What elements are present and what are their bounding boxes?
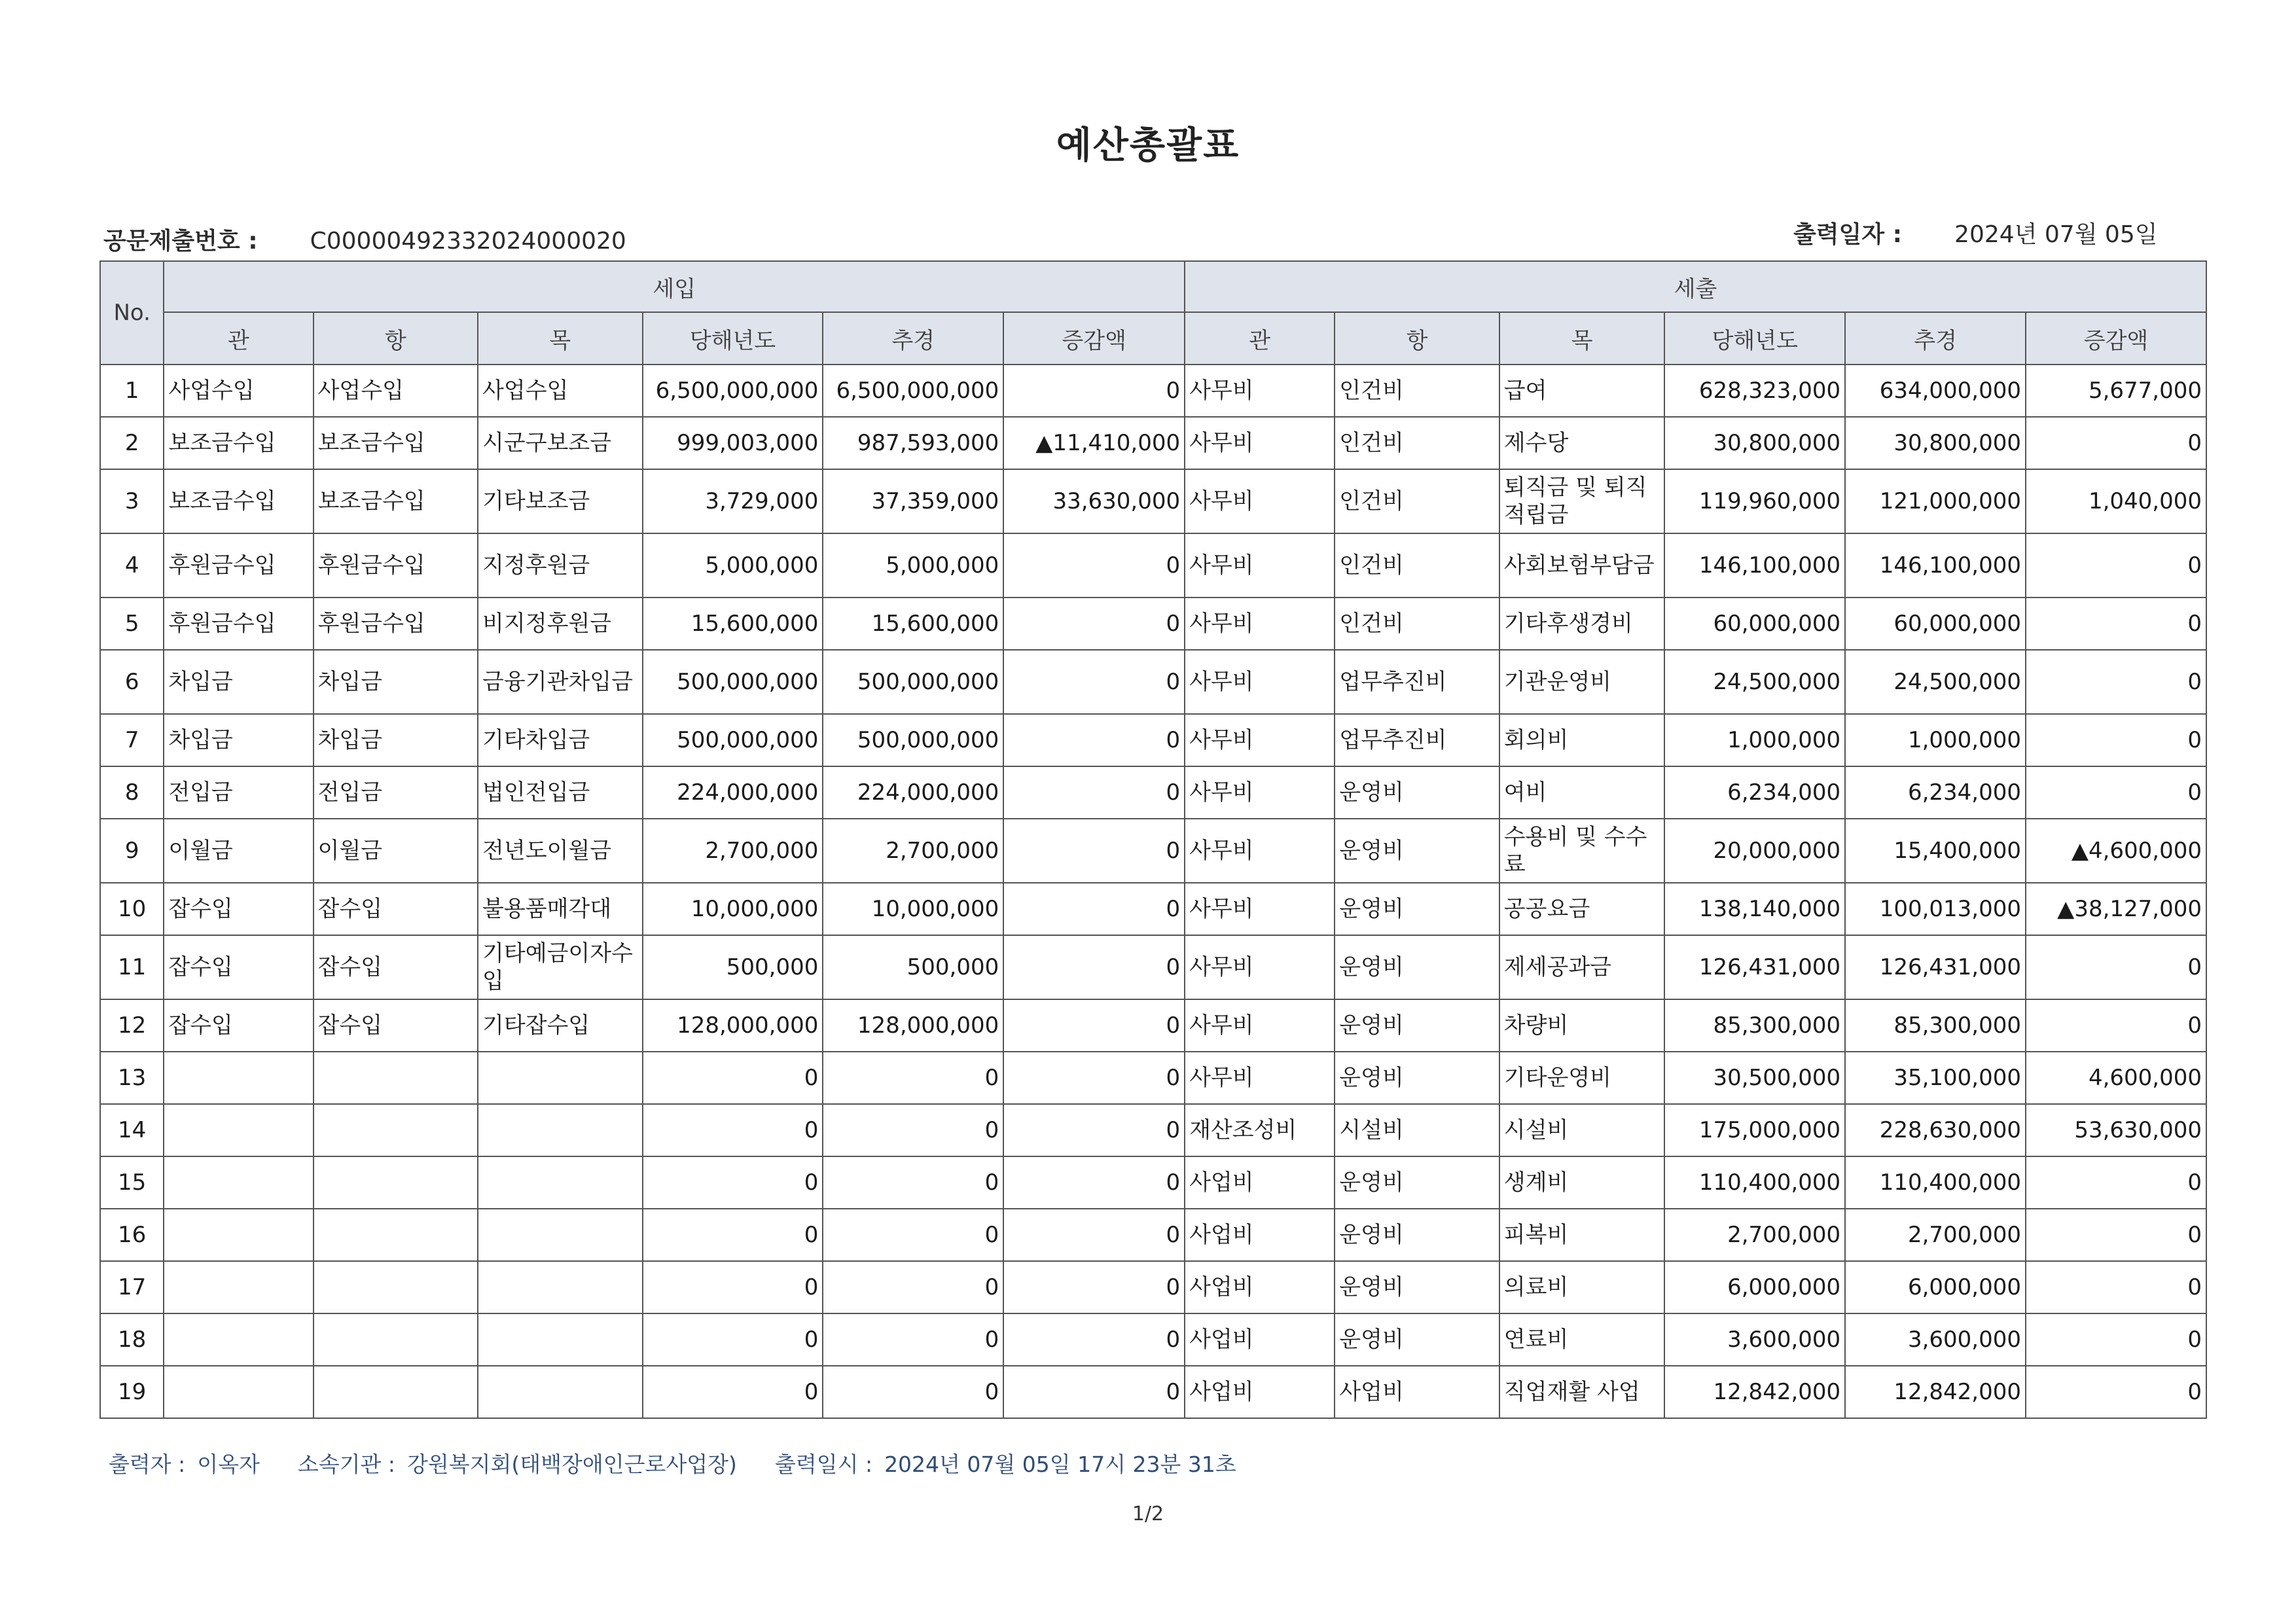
document-number-value: C00000492332024000020	[310, 228, 626, 255]
expense-hang-cell: 운영비	[1335, 1209, 1499, 1261]
expense-current-cell: 110,400,000	[1664, 1156, 1845, 1209]
income-change-cell: 0	[1003, 597, 1185, 650]
document-number	[103, 223, 626, 256]
org-name: 강원복지회(태백장애인근로사업장)	[407, 1452, 737, 1477]
row-number: 1	[100, 365, 164, 417]
income-hang-cell: 잡수입	[314, 883, 478, 935]
expense-supplementary-cell: 146,100,000	[1845, 533, 2026, 597]
expense-change-cell: 0	[2026, 999, 2206, 1052]
expense-change-cell: 0	[2026, 1313, 2206, 1366]
income-gwan-cell	[164, 1313, 313, 1366]
expense-current-cell: 1,000,000	[1664, 714, 1845, 766]
income-current-cell: 500,000	[643, 935, 823, 999]
income-supplementary-cell: 500,000,000	[823, 714, 1003, 766]
expense-mok-cell: 급여	[1499, 365, 1665, 417]
table-row	[100, 1104, 2206, 1156]
income-mok-cell	[478, 1052, 643, 1104]
income-mok-cell	[478, 1104, 643, 1156]
expense-change-cell: 0	[2026, 417, 2206, 469]
income-header: 세입	[164, 261, 1185, 312]
income-change-cell: 33,630,000	[1003, 469, 1185, 533]
expense-hang-cell: 업무추진비	[1335, 650, 1499, 714]
income-mok-cell	[478, 1209, 643, 1261]
table-row	[100, 935, 2206, 999]
page-number: 1/2	[1132, 1503, 1164, 1525]
income-hang-cell: 잡수입	[314, 935, 478, 999]
expense-hang-cell: 운영비	[1335, 819, 1499, 883]
row-number: 6	[100, 650, 164, 714]
income-gwan-cell: 보조금수입	[164, 417, 313, 469]
expense-mok-cell: 사회보험부담금	[1499, 533, 1665, 597]
expense-gwan-cell: 사무비	[1185, 714, 1335, 766]
expense-change-cell: 0	[2026, 597, 2206, 650]
income-mok-cell: 불용품매각대	[478, 883, 643, 935]
expense-change-cell: 0	[2026, 533, 2206, 597]
expense-header: 세출	[1185, 261, 2206, 312]
row-number: 13	[100, 1052, 164, 1104]
table-row	[100, 1261, 2206, 1313]
income-hang-cell: 후원금수입	[314, 533, 478, 597]
print-date-label: 출력일자 :	[1793, 221, 1903, 248]
expense-hang-cell: 업무추진비	[1335, 714, 1499, 766]
income-change-cell: 0	[1003, 1104, 1185, 1156]
expense-hang-cell: 인건비	[1335, 365, 1499, 417]
income-supplementary-cell: 0	[823, 1209, 1003, 1261]
expense-current-cell: 20,000,000	[1664, 819, 1845, 883]
income-current-cell: 500,000,000	[643, 714, 823, 766]
expense-hang-cell: 운영비	[1335, 883, 1499, 935]
print-time-label: 출력일시 :	[774, 1452, 873, 1477]
expense-mok-cell: 기타운영비	[1499, 1052, 1665, 1104]
expense-mok-cell: 생계비	[1499, 1156, 1665, 1209]
income-current-cell: 0	[643, 1366, 823, 1418]
table-row	[100, 1052, 2206, 1104]
print-footer	[109, 1448, 1248, 1478]
expense-hang-cell: 운영비	[1335, 1052, 1499, 1104]
income-supplementary-cell: 0	[823, 1104, 1003, 1156]
expense-change-cell: 0	[2026, 714, 2206, 766]
expense-supplementary-cell: 12,842,000	[1845, 1366, 2026, 1418]
expense-change-cell: 0	[2026, 766, 2206, 819]
expense-current-cell: 30,800,000	[1664, 417, 1845, 469]
income-mok-cell: 지정후원금	[478, 533, 643, 597]
expense-gwan-cell: 사업비	[1185, 1156, 1335, 1209]
table-row	[100, 999, 2206, 1052]
income-change-cell: 0	[1003, 1209, 1185, 1261]
expense-mok-cell: 제수당	[1499, 417, 1665, 469]
print-time-value: 2024년 07월 05일 17시 23분 31초	[884, 1452, 1236, 1477]
table-row	[100, 650, 2206, 714]
income-gwan-cell: 차입금	[164, 714, 313, 766]
expense-hang-cell: 운영비	[1335, 1261, 1499, 1313]
expense-hang-header: 항	[1335, 312, 1499, 365]
expense-current-cell: 12,842,000	[1664, 1366, 1845, 1418]
expense-change-cell: 0	[2026, 1261, 2206, 1313]
income-change-cell: 0	[1003, 883, 1185, 935]
table-row	[100, 1313, 2206, 1366]
expense-mok-cell: 연료비	[1499, 1313, 1665, 1366]
income-hang-cell: 잡수입	[314, 999, 478, 1052]
expense-gwan-cell: 사무비	[1185, 766, 1335, 819]
expense-current-cell: 138,140,000	[1664, 883, 1845, 935]
expense-supplementary-cell: 2,700,000	[1845, 1209, 2026, 1261]
income-hang-cell	[314, 1209, 478, 1261]
expense-supplementary-cell: 60,000,000	[1845, 597, 2026, 650]
table-row	[100, 766, 2206, 819]
income-hang-cell: 차입금	[314, 714, 478, 766]
income-supplementary-cell: 6,500,000,000	[823, 365, 1003, 417]
expense-current-cell: 119,960,000	[1664, 469, 1845, 533]
expense-gwan-cell: 사무비	[1185, 533, 1335, 597]
expense-gwan-cell: 사무비	[1185, 417, 1335, 469]
income-gwan-cell: 잡수입	[164, 883, 313, 935]
income-gwan-cell	[164, 1052, 313, 1104]
expense-gwan-cell: 사업비	[1185, 1261, 1335, 1313]
expense-supplementary-cell: 3,600,000	[1845, 1313, 2026, 1366]
row-number: 15	[100, 1156, 164, 1209]
expense-mok-cell: 여비	[1499, 766, 1665, 819]
expense-current-cell: 85,300,000	[1664, 999, 1845, 1052]
expense-current-cell: 60,000,000	[1664, 597, 1845, 650]
table-row	[100, 365, 2206, 417]
expense-change-cell: 4,600,000	[2026, 1052, 2206, 1104]
income-change-cell: 0	[1003, 1366, 1185, 1418]
income-supplementary-cell: 10,000,000	[823, 883, 1003, 935]
income-supplementary-cell: 987,593,000	[823, 417, 1003, 469]
income-current-header: 당해년도	[643, 312, 823, 365]
income-supplementary-cell: 15,600,000	[823, 597, 1003, 650]
expense-change-cell: 1,040,000	[2026, 469, 2206, 533]
income-hang-cell: 이월금	[314, 819, 478, 883]
income-change-cell: 0	[1003, 1313, 1185, 1366]
expense-change-cell: 0	[2026, 1209, 2206, 1261]
income-hang-cell: 보조금수입	[314, 469, 478, 533]
expense-mok-cell: 시설비	[1499, 1104, 1665, 1156]
expense-supplementary-cell: 228,630,000	[1845, 1104, 2026, 1156]
expense-mok-cell: 기타후생경비	[1499, 597, 1665, 650]
expense-gwan-cell: 사업비	[1185, 1366, 1335, 1418]
income-supplementary-cell: 0	[823, 1313, 1003, 1366]
income-gwan-cell: 후원금수입	[164, 533, 313, 597]
income-mok-cell	[478, 1313, 643, 1366]
row-number: 16	[100, 1209, 164, 1261]
expense-supplementary-cell: 634,000,000	[1845, 365, 2026, 417]
income-change-cell: 0	[1003, 365, 1185, 417]
income-change-cell: 0	[1003, 1156, 1185, 1209]
row-number: 8	[100, 766, 164, 819]
income-change-cell: 0	[1003, 714, 1185, 766]
expense-gwan-cell: 사무비	[1185, 469, 1335, 533]
expense-hang-cell: 시설비	[1335, 1104, 1499, 1156]
expense-mok-cell: 의료비	[1499, 1261, 1665, 1313]
expense-mok-cell: 회의비	[1499, 714, 1665, 766]
expense-change-cell: ▲38,127,000	[2026, 883, 2206, 935]
income-current-cell: 5,000,000	[643, 533, 823, 597]
income-current-cell: 224,000,000	[643, 766, 823, 819]
income-gwan-cell: 사업수입	[164, 365, 313, 417]
table-row	[100, 1209, 2206, 1261]
expense-supplementary-cell: 110,400,000	[1845, 1156, 2026, 1209]
org-label: 소속기관 :	[297, 1452, 396, 1477]
expense-hang-cell: 운영비	[1335, 999, 1499, 1052]
expense-gwan-cell: 사무비	[1185, 1052, 1335, 1104]
row-number: 11	[100, 935, 164, 999]
income-current-cell: 10,000,000	[643, 883, 823, 935]
income-hang-header: 항	[314, 312, 478, 365]
income-gwan-cell: 잡수입	[164, 935, 313, 999]
expense-current-header: 당해년도	[1664, 312, 1845, 365]
page-title: 예산총괄표	[1056, 124, 1240, 167]
income-mok-cell: 사업수입	[478, 365, 643, 417]
expense-current-cell: 126,431,000	[1664, 935, 1845, 999]
income-supplementary-cell: 0	[823, 1366, 1003, 1418]
expense-change-cell: 53,630,000	[2026, 1104, 2206, 1156]
expense-mok-cell: 피복비	[1499, 1209, 1665, 1261]
income-current-cell: 0	[643, 1313, 823, 1366]
income-mok-cell	[478, 1261, 643, 1313]
income-gwan-cell	[164, 1366, 313, 1418]
income-hang-cell	[314, 1052, 478, 1104]
expense-hang-cell: 운영비	[1335, 766, 1499, 819]
expense-current-cell: 6,000,000	[1664, 1261, 1845, 1313]
income-change-cell: 0	[1003, 766, 1185, 819]
income-change-cell: 0	[1003, 819, 1185, 883]
row-number: 4	[100, 533, 164, 597]
income-gwan-header: 관	[164, 312, 313, 365]
income-current-cell: 3,729,000	[643, 469, 823, 533]
income-mok-cell: 금융기관차입금	[478, 650, 643, 714]
expense-hang-cell: 사업비	[1335, 1366, 1499, 1418]
expense-supplementary-cell: 30,800,000	[1845, 417, 2026, 469]
income-hang-cell: 보조금수입	[314, 417, 478, 469]
income-current-cell: 0	[643, 1261, 823, 1313]
income-hang-cell: 사업수입	[314, 365, 478, 417]
expense-supplementary-header: 추경	[1845, 312, 2026, 365]
expense-hang-cell: 인건비	[1335, 533, 1499, 597]
income-mok-cell: 기타보조금	[478, 469, 643, 533]
expense-mok-cell: 차량비	[1499, 999, 1665, 1052]
income-mok-cell: 기타예금이자수입	[478, 935, 643, 999]
row-number: 17	[100, 1261, 164, 1313]
expense-current-cell: 3,600,000	[1664, 1313, 1845, 1366]
income-mok-cell: 법인전입금	[478, 766, 643, 819]
expense-current-cell: 628,323,000	[1664, 365, 1845, 417]
row-number: 14	[100, 1104, 164, 1156]
row-number: 19	[100, 1366, 164, 1418]
expense-gwan-cell: 재산조성비	[1185, 1104, 1335, 1156]
expense-mok-cell: 퇴직금 및 퇴직적립금	[1499, 469, 1665, 533]
document-number-label: 공문제출번호 :	[103, 228, 258, 255]
expense-hang-cell: 인건비	[1335, 469, 1499, 533]
income-supplementary-cell: 2,700,000	[823, 819, 1003, 883]
income-current-cell: 999,003,000	[643, 417, 823, 469]
income-mok-cell: 기타잡수입	[478, 999, 643, 1052]
income-gwan-cell: 보조금수입	[164, 469, 313, 533]
income-change-cell: ▲11,410,000	[1003, 417, 1185, 469]
expense-mok-cell: 수용비 및 수수료	[1499, 819, 1665, 883]
income-gwan-cell	[164, 1209, 313, 1261]
row-number: 2	[100, 417, 164, 469]
row-number: 5	[100, 597, 164, 650]
income-current-cell: 0	[643, 1156, 823, 1209]
expense-current-cell: 2,700,000	[1664, 1209, 1845, 1261]
table-row	[100, 819, 2206, 883]
print-date	[1793, 216, 2158, 249]
expense-mok-cell: 기관운영비	[1499, 650, 1665, 714]
income-mok-cell: 시군구보조금	[478, 417, 643, 469]
income-change-cell: 0	[1003, 533, 1185, 597]
income-hang-cell	[314, 1313, 478, 1366]
expense-change-cell: 0	[2026, 1156, 2206, 1209]
expense-change-cell: ▲4,600,000	[2026, 819, 2206, 883]
income-change-cell: 0	[1003, 1052, 1185, 1104]
table-row	[100, 417, 2206, 469]
expense-gwan-cell: 사무비	[1185, 819, 1335, 883]
row-number: 10	[100, 883, 164, 935]
income-current-cell: 0	[643, 1052, 823, 1104]
expense-supplementary-cell: 24,500,000	[1845, 650, 2026, 714]
income-supplementary-cell: 0	[823, 1156, 1003, 1209]
income-hang-cell	[314, 1104, 478, 1156]
income-gwan-cell	[164, 1104, 313, 1156]
income-supplementary-cell: 0	[823, 1052, 1003, 1104]
income-supplementary-cell: 500,000,000	[823, 650, 1003, 714]
income-supplementary-cell: 128,000,000	[823, 999, 1003, 1052]
expense-mok-header: 목	[1499, 312, 1665, 365]
expense-gwan-cell: 사업비	[1185, 1209, 1335, 1261]
expense-supplementary-cell: 126,431,000	[1845, 935, 2026, 999]
expense-supplementary-cell: 35,100,000	[1845, 1052, 2026, 1104]
expense-gwan-cell: 사무비	[1185, 935, 1335, 999]
income-mok-cell: 기타차입금	[478, 714, 643, 766]
expense-gwan-cell: 사무비	[1185, 999, 1335, 1052]
income-supplementary-header: 추경	[823, 312, 1003, 365]
expense-mok-cell: 제세공과금	[1499, 935, 1665, 999]
table-row	[100, 1156, 2206, 1209]
income-change-cell: 0	[1003, 999, 1185, 1052]
table-row	[100, 714, 2206, 766]
expense-supplementary-cell: 6,000,000	[1845, 1261, 2026, 1313]
income-mok-cell	[478, 1366, 643, 1418]
income-hang-cell	[314, 1261, 478, 1313]
income-supplementary-cell: 224,000,000	[823, 766, 1003, 819]
income-hang-cell: 전입금	[314, 766, 478, 819]
income-hang-cell: 후원금수입	[314, 597, 478, 650]
income-gwan-cell	[164, 1156, 313, 1209]
expense-change-cell: 0	[2026, 650, 2206, 714]
expense-gwan-header: 관	[1185, 312, 1335, 365]
table-row	[100, 597, 2206, 650]
expense-current-cell: 6,234,000	[1664, 766, 1845, 819]
income-gwan-cell: 잡수입	[164, 999, 313, 1052]
income-current-cell: 0	[643, 1209, 823, 1261]
col-no-header: No.	[100, 261, 164, 365]
expense-gwan-cell: 사무비	[1185, 597, 1335, 650]
table-row	[100, 533, 2206, 597]
expense-change-cell: 0	[2026, 1366, 2206, 1418]
income-current-cell: 2,700,000	[643, 819, 823, 883]
row-number: 3	[100, 469, 164, 533]
expense-gwan-cell: 사무비	[1185, 650, 1335, 714]
income-gwan-cell	[164, 1261, 313, 1313]
row-number: 7	[100, 714, 164, 766]
income-supplementary-cell: 37,359,000	[823, 469, 1003, 533]
expense-supplementary-cell: 15,400,000	[1845, 819, 2026, 883]
expense-gwan-cell: 사업비	[1185, 1313, 1335, 1366]
income-current-cell: 15,600,000	[643, 597, 823, 650]
row-number: 12	[100, 999, 164, 1052]
table-row	[100, 469, 2206, 533]
expense-gwan-cell: 사무비	[1185, 883, 1335, 935]
income-current-cell: 128,000,000	[643, 999, 823, 1052]
income-hang-cell: 차입금	[314, 650, 478, 714]
print-date-value: 2024년 07월 05일	[1954, 221, 2158, 248]
income-current-cell: 500,000,000	[643, 650, 823, 714]
expense-supplementary-cell: 100,013,000	[1845, 883, 2026, 935]
expense-hang-cell: 운영비	[1335, 1156, 1499, 1209]
expense-current-cell: 30,500,000	[1664, 1052, 1845, 1104]
income-mok-cell: 전년도이월금	[478, 819, 643, 883]
income-change-cell: 0	[1003, 1261, 1185, 1313]
expense-hang-cell: 인건비	[1335, 597, 1499, 650]
income-current-cell: 0	[643, 1104, 823, 1156]
budget-summary-table	[99, 260, 2207, 1419]
expense-change-cell: 5,677,000	[2026, 365, 2206, 417]
expense-current-cell: 146,100,000	[1664, 533, 1845, 597]
income-hang-cell	[314, 1366, 478, 1418]
income-supplementary-cell: 5,000,000	[823, 533, 1003, 597]
row-number: 18	[100, 1313, 164, 1366]
expense-change-header: 증감액	[2026, 312, 2206, 365]
expense-supplementary-cell: 1,000,000	[1845, 714, 2026, 766]
expense-hang-cell: 인건비	[1335, 417, 1499, 469]
income-supplementary-cell: 0	[823, 1261, 1003, 1313]
expense-mok-cell: 직업재활 사업	[1499, 1366, 1665, 1418]
expense-supplementary-cell: 121,000,000	[1845, 469, 2026, 533]
income-gwan-cell: 후원금수입	[164, 597, 313, 650]
table-row	[100, 883, 2206, 935]
printer-label: 출력자 :	[109, 1452, 186, 1477]
income-current-cell: 6,500,000,000	[643, 365, 823, 417]
expense-mok-cell: 공공요금	[1499, 883, 1665, 935]
income-mok-header: 목	[478, 312, 643, 365]
income-hang-cell	[314, 1156, 478, 1209]
expense-gwan-cell: 사무비	[1185, 365, 1335, 417]
income-mok-cell	[478, 1156, 643, 1209]
expense-supplementary-cell: 6,234,000	[1845, 766, 2026, 819]
table-row	[100, 1366, 2206, 1418]
income-change-cell: 0	[1003, 650, 1185, 714]
expense-hang-cell: 운영비	[1335, 935, 1499, 999]
expense-current-cell: 24,500,000	[1664, 650, 1845, 714]
expense-supplementary-cell: 85,300,000	[1845, 999, 2026, 1052]
income-gwan-cell: 전입금	[164, 766, 313, 819]
income-change-header: 증감액	[1003, 312, 1185, 365]
row-number: 9	[100, 819, 164, 883]
income-supplementary-cell: 500,000	[823, 935, 1003, 999]
income-mok-cell: 비지정후원금	[478, 597, 643, 650]
income-gwan-cell: 이월금	[164, 819, 313, 883]
expense-change-cell: 0	[2026, 935, 2206, 999]
expense-hang-cell: 운영비	[1335, 1313, 1499, 1366]
income-change-cell: 0	[1003, 935, 1185, 999]
expense-current-cell: 175,000,000	[1664, 1104, 1845, 1156]
printer-name: 이옥자	[197, 1452, 260, 1477]
income-gwan-cell: 차입금	[164, 650, 313, 714]
